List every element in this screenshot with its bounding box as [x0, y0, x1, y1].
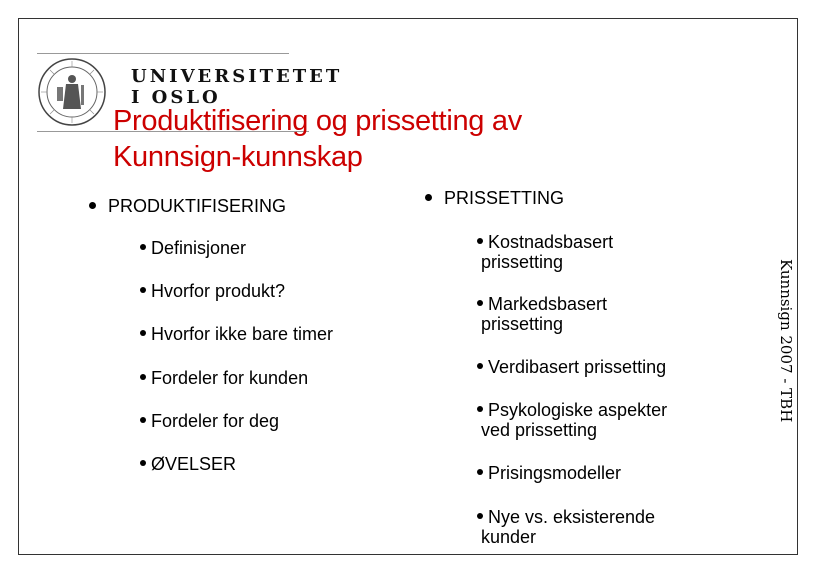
- left-item-text: Definisjoner: [151, 238, 247, 258]
- right-heading-text: PRISSETTING: [444, 188, 565, 208]
- right-item-line1: Verdibasert prissetting: [488, 357, 667, 377]
- right-item-line2: kunder: [481, 527, 537, 547]
- right-item-line1: Nye vs. eksisterende: [488, 507, 656, 527]
- bullet-dot-icon: [140, 417, 146, 423]
- left-item: [140, 238, 246, 259]
- right-item: [477, 463, 621, 483]
- university-name-line2: I OSLO: [131, 87, 221, 108]
- bullet-dot-icon: [477, 406, 483, 412]
- right-item-line2: prissetting: [481, 252, 564, 272]
- bullet-dot-icon: [477, 238, 483, 244]
- left-item-text: ØVELSER: [151, 454, 237, 474]
- university-seal-icon: [37, 57, 107, 127]
- right-item: [477, 507, 655, 547]
- bullet-dot-icon: [425, 194, 432, 201]
- left-item: [140, 324, 333, 345]
- left-heading-text: PRODUKTIFISERING: [108, 196, 287, 216]
- university-name-line1: UNIVERSITETET: [131, 66, 343, 87]
- bullet-dot-icon: [140, 330, 146, 336]
- bullet-dot-icon: [140, 287, 146, 293]
- right-item: [477, 232, 613, 272]
- right-item-line2: prissetting: [481, 314, 564, 334]
- left-item: [140, 281, 285, 302]
- right-heading: [425, 188, 564, 209]
- left-item-text: Fordeler for kunden: [151, 368, 309, 388]
- left-item: [140, 411, 279, 432]
- bullet-dot-icon: [140, 244, 146, 250]
- bullet-dot-icon: [477, 363, 483, 369]
- right-item: [477, 294, 607, 334]
- slide-title-line1: Produktifisering og prissetting av: [113, 105, 522, 137]
- right-item-line1: Kostnadsbasert: [488, 232, 614, 252]
- slide-title: [113, 103, 522, 175]
- right-item-line2: ved prissetting: [481, 420, 598, 440]
- left-item: [140, 368, 308, 389]
- university-name: [131, 66, 342, 108]
- right-item: [477, 357, 666, 377]
- bullet-dot-icon: [477, 300, 483, 306]
- right-item-line1: Psykologiske aspekter: [488, 400, 668, 420]
- bullet-dot-icon: [477, 469, 483, 475]
- right-item: [477, 400, 667, 440]
- left-item-text: Hvorfor produkt?: [151, 281, 286, 301]
- bullet-dot-icon: [140, 374, 146, 380]
- left-item: [140, 454, 236, 475]
- left-item-text: Fordeler for deg: [151, 411, 280, 431]
- bullet-dot-icon: [140, 460, 146, 466]
- slide-title-line2: Kunnsign-kunnskap: [113, 141, 363, 173]
- bullet-dot-icon: [89, 202, 96, 209]
- footer-vertical-text: Kunnsign 2007 - TBH: [777, 259, 795, 423]
- slide: [18, 18, 798, 555]
- right-item-line1: Prisingsmodeller: [488, 463, 622, 483]
- logo-divider-top: [37, 53, 289, 54]
- left-heading: [89, 196, 286, 217]
- bullet-dot-icon: [477, 513, 483, 519]
- left-item-text: Hvorfor ikke bare timer: [151, 324, 334, 344]
- right-item-line1: Markedsbasert: [488, 294, 608, 314]
